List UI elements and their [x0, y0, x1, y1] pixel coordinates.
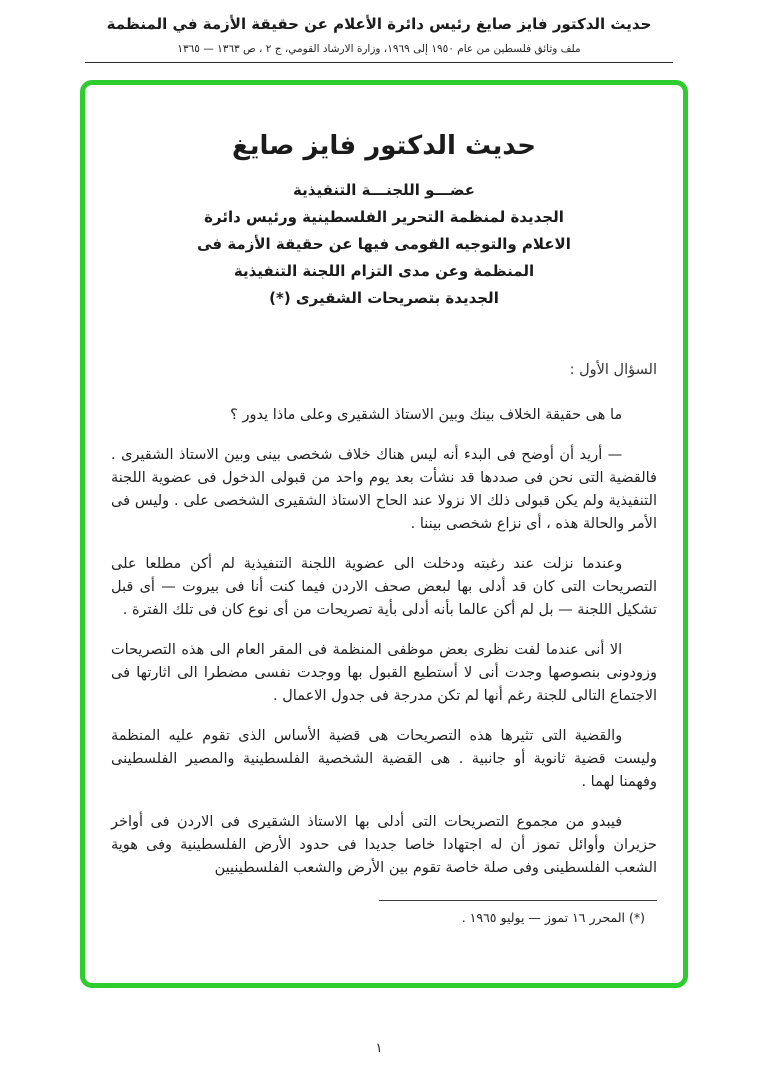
header-title: حديث الدكتور فايز صايغ رئيس دائرة الأعلام عن حقيقة الأزمة في المنظمة — [106, 15, 652, 33]
page-header — [0, 0, 758, 63]
footnote-divider — [379, 900, 657, 901]
header-divider — [85, 62, 673, 63]
subtitle-line: الاعلام والتوجيه القومى فيها عن حقيقة الأزمة فى — [197, 235, 571, 253]
document-title: حديث الدكتور فايز صايغ — [231, 131, 537, 161]
body-paragraph: والقضية التى تثيرها هذه التصريحات هى قضية الأساس الذى تقوم عليه المنظمة وليست قضية ثانوية أو جانبية . هى القضية الشخصية الفلسطينية والمصير الفلسطينى وفهمنا لهما . — [111, 728, 657, 790]
body-paragraph: فيبدو من مجموع التصريحات التى أدلى بها الاستاذ الشقيرى فى الاردن فى أواخر حزيران وأوائل تموز أن له اجتهادا خاصا جديدا فى حدود الأرض الفلسطينية وفى هوية الشعب الفلسطينى وفى صلة خاصة تقوم بين الأرض والشعب الفلسطينيين — [111, 814, 657, 876]
document-frame — [80, 80, 688, 988]
subtitle-line: المنظمة وعن مدى التزام اللجنة التنفيذية — [233, 262, 535, 280]
question-text: ما هى حقيقة الخلاف بينك وبين الاستاذ الشقيرى وعلى ماذا يدور ؟ — [230, 407, 623, 423]
subtitle-line: الجديدة بتصريحات الشقيرى (*) — [269, 289, 499, 307]
document-subtitle — [111, 177, 657, 312]
section-heading-first-question: السؤال الأول : — [569, 362, 657, 378]
footnote-text: (*) المحرر ١٦ تموز — يوليو ١٩٦٥ . — [461, 910, 645, 925]
document-content — [85, 85, 683, 925]
header-source-citation: ملف وثائق فلسطين من عام ١٩٥٠ إلى ١٩٦٩، وزارة الارشاد القومي، ج ٢ ، ص ١٣٦٣ — ١٣٦٥ — [177, 43, 581, 55]
body-paragraph: الا أنى عندما لفت نظرى بعض موظفى المنظمة فى المقر العام الى هذه التصريحات وزودونى بنصوصها وجدت أنى لا أستطيع القبول بها ووجدت نفسى مضطرا الى اثارتها فى الاجتماع التالى للجنة رغم أنها لم تكن مدرجة فى جدول الاعمال . — [111, 642, 657, 704]
body-paragraph: — أريد أن أوضح فى البدء أنه ليس هناك خلاف شخصى بينى وبين الاستاذ الشقيرى . فالقضية التى نحن فى صددها قد نشأت بعد يوم واحد من قبولى الدخول فى عضوية اللجنة التنفيذية ولم يكن قبولى ذلك الا نزولا عند الحاح الاستاذ الشقيرى الشخصى على . وليس فى الأمر والحالة هذه ، أى نزاع شخصى بيننا . — [111, 447, 657, 532]
subtitle-line: الجديدة لمنظمة التحرير الفلسطينية ورئيس دائرة — [204, 208, 564, 226]
body-paragraph: وعندما نزلت عند رغبته ودخلت الى عضوية اللجنة التنفيذية لم أكن مطلعا على التصريحات التى كان قد أدلى بها لبعض صحف الاردن فيما كنت أنا فى بيروت — أى قبل تشكيل اللجنة — بل لم أكن عالما بأنه أدلى بأية تصريحات من أى نوع كان فى تلك الفترة . — [111, 556, 657, 618]
page-number: ١ — [375, 1041, 383, 1056]
subtitle-line: عضـــو اللجنـــة التنفيذية — [293, 181, 475, 199]
